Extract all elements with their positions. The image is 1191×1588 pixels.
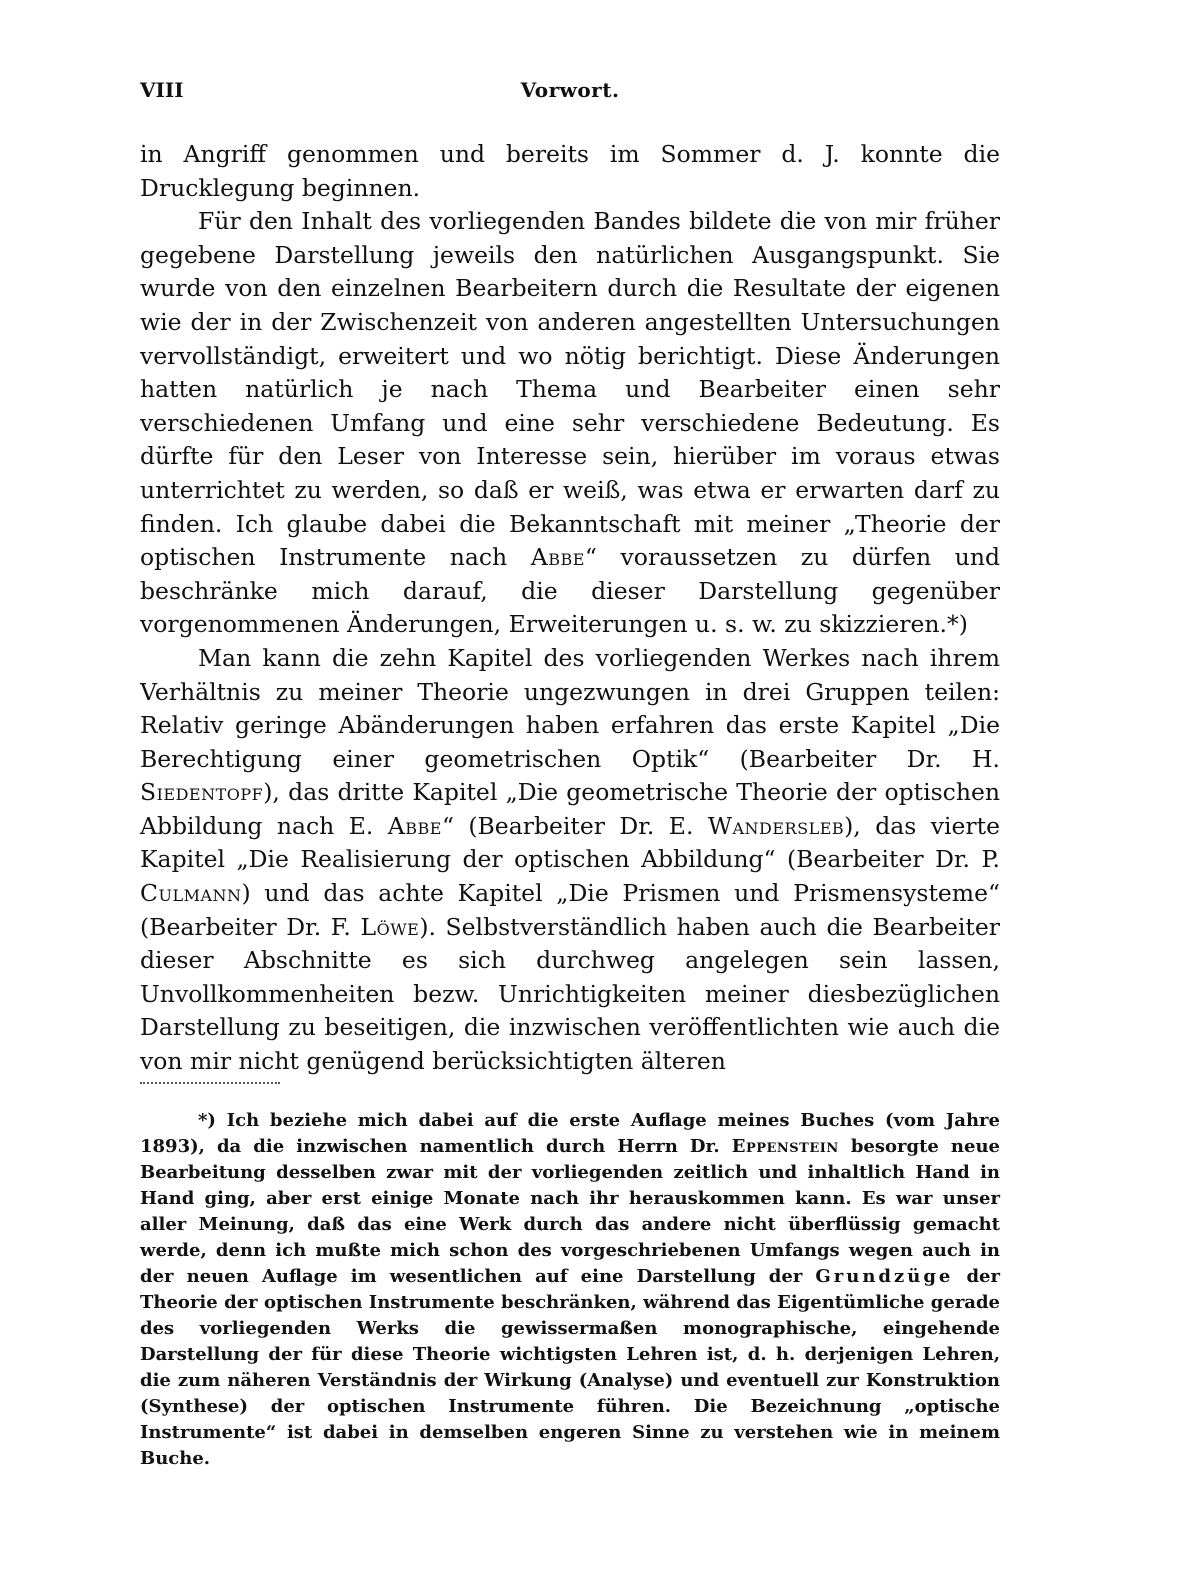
- paragraph-text: ). Selbstverständlich haben auch die Bearbeiter dieser Abschnitte es sich durchweg angelegen sein lassen, Unvollkommenheiten bezw. Unrichtigkeiten meiner diesbezüglichen Darstellung zu beseitigen, die inzwischen veröffentlichten wie auch die von mir nicht genügend berücksichtigten älteren: [140, 912, 1000, 1076]
- author-name-wandersleb: Wandersleb: [707, 811, 845, 840]
- footnote: [140, 1108, 1000, 1472]
- paragraph-text: Für den Inhalt des vorliegenden Bandes bildete die von mir früher gegebene Darstellung jeweils den natürlichen Ausgangspunkt. Sie wurde von den einzelnen Bearbeitern durch die Resultate der eigenen wie der in der Zwischenzeit von anderen angestellten Untersuchungen vervollständigt, erweitert und wo nötig berichtigt. Diese Änderungen hatten natürlich je nach Thema und Bearbeiter einen sehr verschiedenen Umfang und eine sehr verschiedene Bedeutung. Es dürfte für den Leser von Interesse sein, hierüber im voraus etwas unterrichtet zu werden, so daß er weiß, was etwa er erwarten darf zu finden. Ich glaube dabei die Bekanntschaft mit meiner „Theorie der optischen Instrumente nach: [140, 207, 1000, 572]
- paragraph-text: “ (Bearbeiter Dr. E.: [441, 811, 708, 840]
- footnote-text: der Theorie der optischen Instrumente beschränken, während das Eigentümliche gerade des vorliegenden Werks die gewissermaßen monographische, eingehende Darstellung der für diese Theorie wichtigsten Lehren ist, d. h. derjenigen Lehren, die zum näheren Verständnis der Wirkung (Analyse) und eventuell zur Konstruktion (Synthese) der optischen Instrumente führen. Die Bezeichnung „optische Instrumente“ ist dabei in demselben engeren Sinne zu verstehen wie in meinem Buche.: [140, 1266, 1000, 1469]
- footnote-rule: [140, 1082, 280, 1084]
- author-name-eppenstein: Eppenstein: [731, 1136, 839, 1157]
- footnote-paragraph: [140, 1108, 1000, 1472]
- emphasized-word-grundzuge: Grundzüge: [815, 1266, 954, 1287]
- author-name-abbe: Abbe: [530, 543, 585, 572]
- footnote-text: *) Ich beziehe mich dabei auf die erste Auflage meines Buches (vom Jahre 1893), da die inzwischen namentlich durch Herrn Dr.: [140, 1110, 1000, 1157]
- paragraph-text: ), das vierte Kapitel „Die Realisierung der optischen Abbildung“ (Bearbeiter Dr. P.: [140, 811, 1001, 874]
- running-title: Vorwort.: [520, 78, 620, 102]
- paragraph-text: “ voraussetzen zu dürfen und beschränke mich darauf, die dieser Darstellung gegenüber vorgenommenen Änderungen, Erweiterungen u. s. w. zu skizzieren.*): [140, 543, 1000, 639]
- page-number: VIII: [140, 78, 184, 102]
- paragraph-continued: [140, 138, 1000, 205]
- main-text: [140, 138, 1000, 1079]
- paragraph-chapter-groups: [140, 642, 1000, 1079]
- paragraph-content-overview: [140, 205, 1000, 642]
- running-head: [140, 78, 1000, 108]
- paragraph-text: ), das dritte Kapitel „Die geometrische Theorie der optischen Abbildung nach E.: [140, 778, 1000, 840]
- book-page: [140, 0, 1000, 1588]
- author-name-lowe: Löwe: [360, 912, 420, 941]
- footnote-text: besorgte neue Bearbeitung desselben zwar mit der vorliegenden zeitlich und inhaltlich Hand in Hand ging, aber erst einige Monate nach ihr herauskommen kann. Es war unser aller Meinung, daß das eine Werk durch das andere nicht überflüssig gemacht werde, denn ich mußte mich schon des vorgeschriebenen Umfangs wegen auch in der neuen Auflage im wesentlichen auf eine Darstellung der: [140, 1136, 1001, 1287]
- paragraph-text: ) und das achte Kapitel „Die Prismen und Prismensysteme“ (Bearbeiter Dr. F.: [140, 879, 1000, 941]
- author-name-siedentopf: Siedentopf: [140, 778, 264, 807]
- paragraph-text: Man kann die zehn Kapitel des vorliegenden Werkes nach ihrem Verhältnis zu meiner Theorie ungezwungen in drei Gruppen teilen: Relativ geringe Abänderungen haben erfahren das erste Kapitel „Die Berechtigung einer geometrischen Optik“ (Bearbeiter Dr. H.: [140, 643, 1000, 773]
- author-name-abbe: Abbe: [387, 811, 442, 840]
- author-name-culmann: Culmann: [140, 879, 242, 908]
- paragraph-text: in Angriff genommen und bereits im Sommer d. J. konnte die Drucklegung beginnen.: [140, 140, 1000, 202]
